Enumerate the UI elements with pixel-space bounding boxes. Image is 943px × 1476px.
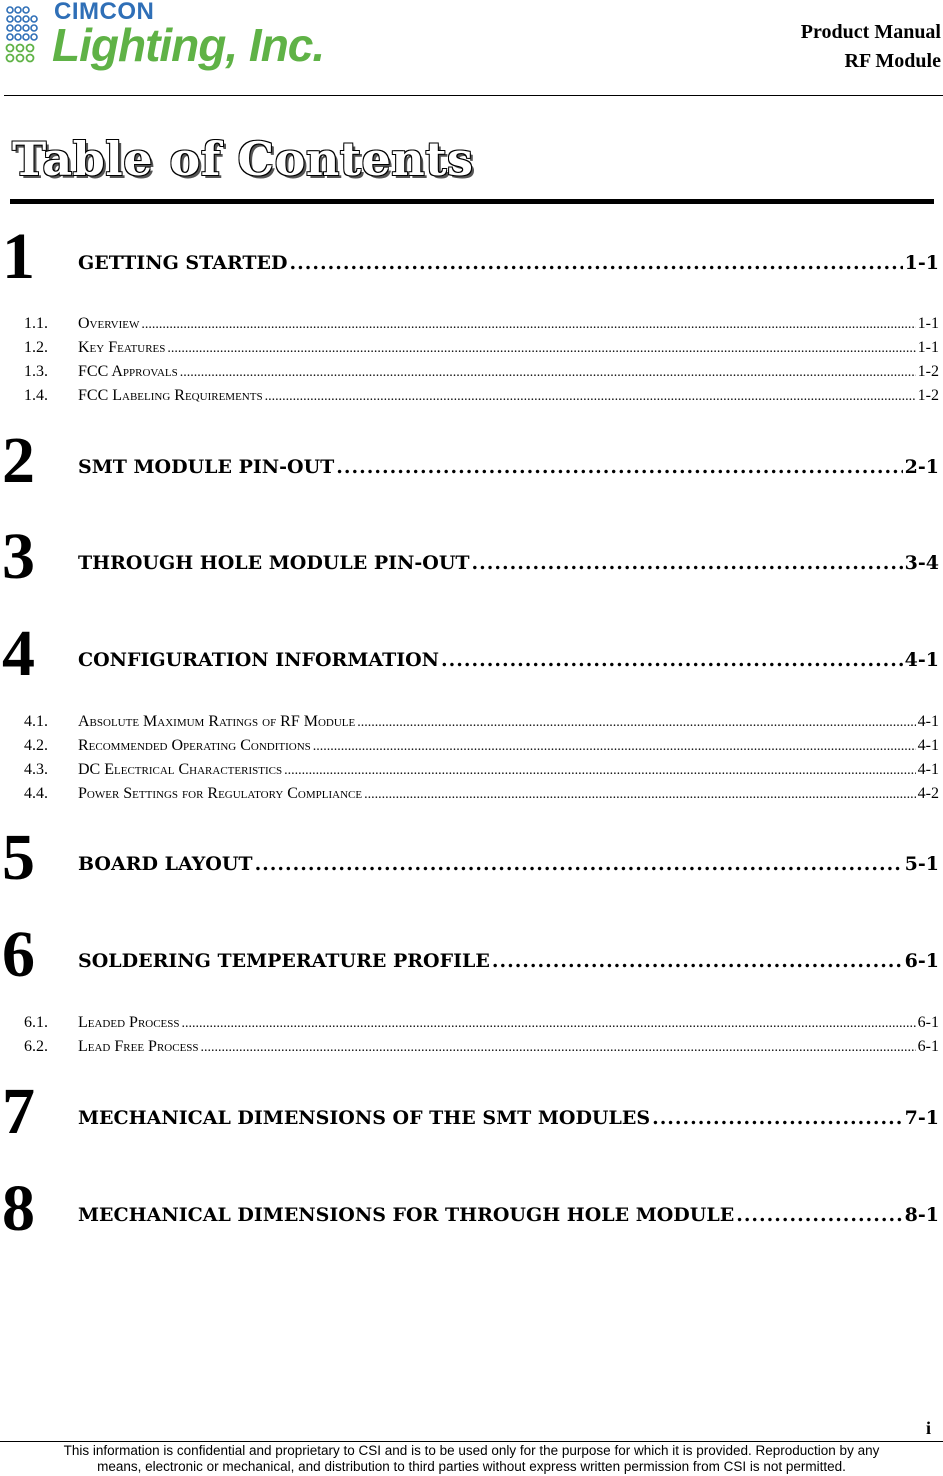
chapter-number: 3 bbox=[2, 520, 35, 593]
page-title: Table of Contents bbox=[12, 132, 474, 186]
section-title: Key Features bbox=[78, 339, 166, 356]
header-product-manual: Product Manual bbox=[800, 21, 941, 43]
toc-section[interactable] bbox=[0, 339, 943, 363]
section-number: 4.1. bbox=[24, 713, 48, 730]
section-page: 1-1 bbox=[917, 339, 939, 356]
toc-section[interactable] bbox=[0, 1014, 943, 1038]
section-title: DC Electrical Characteristics bbox=[78, 761, 283, 778]
section-number: 4.3. bbox=[24, 761, 48, 778]
section-number: 1.2. bbox=[24, 339, 48, 356]
logo-dots-icon bbox=[4, 4, 48, 64]
chapter-number: 6 bbox=[2, 918, 35, 991]
chapter-title: CONFIGURATION INFORMATION bbox=[78, 649, 440, 671]
section-number: 1.3. bbox=[24, 363, 48, 380]
section-number: 6.2. bbox=[24, 1038, 48, 1055]
header-divider bbox=[4, 95, 943, 96]
section-page: 6-1 bbox=[917, 1014, 939, 1031]
section-number: 4.2. bbox=[24, 737, 48, 754]
leader-dots bbox=[492, 950, 903, 972]
company-logo bbox=[4, 2, 324, 82]
section-page: 4-1 bbox=[917, 737, 939, 754]
chapter-number: 2 bbox=[2, 424, 35, 497]
leader-dots bbox=[182, 1016, 916, 1032]
leader-dots bbox=[441, 649, 903, 671]
toc-section[interactable] bbox=[0, 387, 943, 411]
leader-dots bbox=[255, 853, 903, 875]
section-title: Overview bbox=[78, 315, 140, 332]
toc-chapter[interactable] bbox=[0, 821, 943, 894]
chapter-page: 4-1 bbox=[904, 649, 939, 671]
section-page: 1-1 bbox=[917, 315, 939, 332]
toc-chapter[interactable] bbox=[0, 617, 943, 690]
section-title: Power Settings for Regulatory Compliance bbox=[78, 785, 363, 802]
toc-chapter[interactable] bbox=[0, 1075, 943, 1148]
toc-section[interactable] bbox=[0, 363, 943, 387]
leader-dots bbox=[736, 1204, 902, 1226]
chapter-title: MECHANICAL DIMENSIONS OF THE SMT MODULES bbox=[78, 1107, 651, 1129]
chapter-title: GETTING STARTED bbox=[78, 252, 288, 274]
document-header-title bbox=[801, 18, 941, 76]
section-title: Lead Free Process bbox=[78, 1038, 199, 1055]
leader-dots bbox=[313, 739, 916, 755]
leader-dots bbox=[201, 1040, 916, 1056]
logo-cimcon-text: CIMCON bbox=[54, 0, 155, 25]
toc-section[interactable] bbox=[0, 785, 943, 809]
section-title: Recommended Operating Conditions bbox=[78, 737, 311, 754]
toc-section[interactable] bbox=[0, 315, 943, 339]
leader-dots bbox=[167, 341, 915, 357]
chapter-page: 1-1 bbox=[904, 252, 939, 274]
chapter-page: 8-1 bbox=[904, 1204, 939, 1226]
toc-chapter[interactable] bbox=[0, 918, 943, 991]
leader-dots bbox=[652, 1107, 903, 1129]
toc-chapter[interactable] bbox=[0, 520, 943, 593]
leader-dots bbox=[141, 317, 915, 333]
leader-dots bbox=[284, 763, 916, 779]
toc-chapter[interactable] bbox=[0, 1172, 943, 1245]
section-page: 4-2 bbox=[917, 785, 939, 802]
chapter-page: 2-1 bbox=[904, 456, 939, 478]
chapter-title: SOLDERING TEMPERATURE PROFILE bbox=[78, 950, 490, 972]
leader-dots bbox=[336, 456, 902, 478]
section-number: 1.4. bbox=[24, 387, 48, 404]
section-number: 6.1. bbox=[24, 1014, 48, 1031]
page-number: i bbox=[925, 1418, 931, 1438]
section-page: 1-2 bbox=[917, 363, 939, 380]
leader-dots bbox=[364, 787, 916, 803]
chapter-number: 8 bbox=[2, 1172, 35, 1245]
toc-section[interactable] bbox=[0, 713, 943, 737]
leader-dots bbox=[357, 715, 915, 731]
leader-dots bbox=[265, 389, 916, 405]
chapter-title: THROUGH HOLE MODULE PIN-OUT bbox=[78, 552, 470, 574]
chapter-title: SMT MODULE PIN-OUT bbox=[78, 456, 335, 478]
section-title: Leaded Process bbox=[78, 1014, 180, 1031]
leader-dots bbox=[180, 365, 916, 381]
footer-divider bbox=[0, 1441, 943, 1442]
leader-dots bbox=[290, 252, 903, 274]
section-title: Absolute Maximum Ratings of RF Module bbox=[78, 713, 356, 730]
toc-section[interactable] bbox=[0, 1038, 943, 1062]
chapter-number: 5 bbox=[2, 821, 35, 894]
footer-line-1: This information is confidential and proprietary to CSI and is to be used only for the purpose for which it is provided. Reproduction by any bbox=[63, 1443, 880, 1458]
footer-line-2: means, electronic or mechanical, and distribution to third parties without express written permission from CSI is not permitted. bbox=[97, 1459, 846, 1474]
toc-chapter[interactable] bbox=[0, 424, 943, 497]
chapter-page: 3-4 bbox=[904, 552, 939, 574]
chapter-page: 6-1 bbox=[904, 950, 939, 972]
section-page: 6-1 bbox=[917, 1038, 939, 1055]
chapter-number: 4 bbox=[2, 617, 35, 690]
logo-lighting-text: Lighting, Inc. bbox=[52, 19, 325, 71]
section-number: 1.1. bbox=[24, 315, 48, 332]
section-page: 1-2 bbox=[917, 387, 939, 404]
chapter-page: 5-1 bbox=[904, 853, 939, 875]
chapter-number: 7 bbox=[2, 1075, 35, 1148]
section-title: FCC Approvals bbox=[78, 363, 178, 380]
chapter-number: 1 bbox=[2, 220, 35, 293]
toc-chapter[interactable] bbox=[0, 220, 943, 293]
header-rf-module: RF Module bbox=[844, 50, 941, 72]
toc-section[interactable] bbox=[0, 761, 943, 785]
chapter-page: 7-1 bbox=[904, 1107, 939, 1129]
section-number: 4.4. bbox=[24, 785, 48, 802]
section-page: 4-1 bbox=[917, 713, 939, 730]
section-title: FCC Labeling Requirements bbox=[78, 387, 263, 404]
chapter-title: BOARD LAYOUT bbox=[78, 853, 253, 875]
confidentiality-footer bbox=[0, 1443, 943, 1475]
chapter-title: MECHANICAL DIMENSIONS FOR THROUGH HOLE MODULE bbox=[78, 1204, 735, 1226]
section-page: 4-1 bbox=[917, 761, 939, 778]
title-divider bbox=[10, 199, 934, 204]
toc-section[interactable] bbox=[0, 737, 943, 761]
leader-dots bbox=[472, 552, 903, 574]
